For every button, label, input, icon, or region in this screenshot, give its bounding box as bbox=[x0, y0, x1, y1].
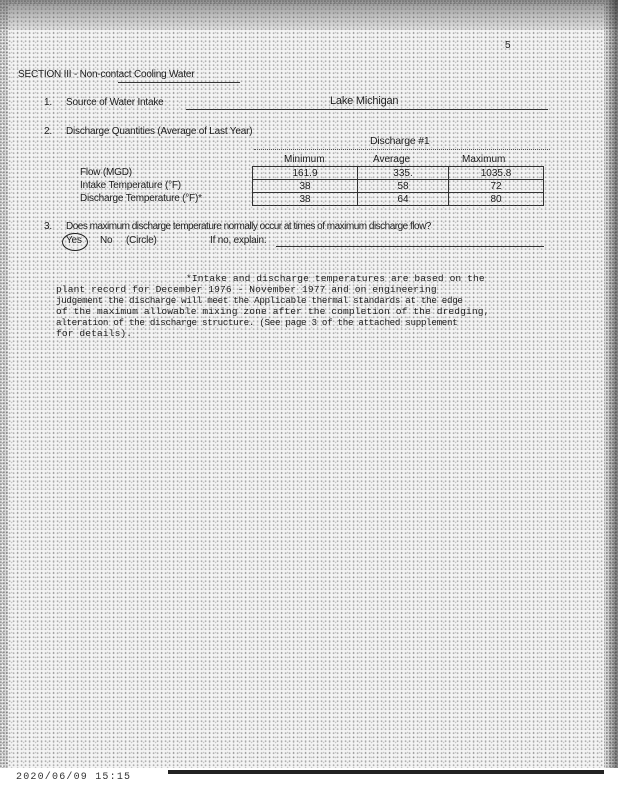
footnote-line-4: of the maximum allowable mixing zone after the completion of the dredging, bbox=[56, 306, 490, 317]
footnote-line-3: judgement the discharge will meet the Applicable thermal standards at the edge bbox=[56, 295, 463, 306]
item1-number: 1. bbox=[44, 97, 52, 108]
item3-circle-hint: (Circle) bbox=[126, 235, 157, 246]
intake-temp-average: 58 bbox=[358, 180, 449, 193]
flow-minimum: 161.9 bbox=[253, 167, 358, 180]
row-label-intake-temp: Intake Temperature (°F) bbox=[80, 180, 181, 191]
item1-label: Source of Water Intake bbox=[66, 97, 164, 108]
footnote-line-6: for details). bbox=[56, 328, 133, 339]
flow-average: 335. bbox=[358, 167, 449, 180]
item3-explain-hint: If no, explain: bbox=[210, 235, 267, 246]
col-header-average: Average bbox=[373, 154, 411, 165]
section-heading: SECTION III - Non-contact Cooling Water bbox=[18, 69, 195, 80]
page-number: 5 bbox=[505, 40, 511, 51]
section-heading-underline bbox=[118, 82, 240, 83]
item3-explain-line bbox=[276, 246, 544, 247]
item2-label: Discharge Quantities (Average of Last Year) bbox=[66, 126, 253, 137]
flow-maximum: 1035.8 bbox=[449, 167, 544, 180]
discharge-quantities-table bbox=[252, 166, 544, 206]
item1-value: Lake Michigan bbox=[330, 95, 399, 107]
discharge-temp-maximum: 80 bbox=[449, 193, 544, 206]
scan-right-shadow bbox=[606, 0, 618, 800]
footer-timestamp: 2020/06/09 15:15 bbox=[16, 772, 132, 783]
item1-answer-line bbox=[186, 109, 548, 110]
paper-sheet bbox=[8, 4, 604, 768]
discharge-group-header: Discharge #1 bbox=[370, 135, 430, 147]
item3-no: No bbox=[100, 235, 113, 246]
intake-temp-maximum: 72 bbox=[449, 180, 544, 193]
footnote-line-1: *Intake and discharge temperatures are based on the bbox=[186, 273, 485, 284]
discharge-header-rule bbox=[254, 149, 550, 151]
col-header-maximum: Maximum bbox=[462, 154, 506, 165]
discharge-temp-average: 64 bbox=[358, 193, 449, 206]
intake-temp-minimum: 38 bbox=[253, 180, 358, 193]
discharge-temp-minimum: 38 bbox=[253, 193, 358, 206]
item3-question: Does maximum discharge temperature normally occur at times of maximum discharge flow? bbox=[66, 221, 431, 232]
footer-bar bbox=[168, 770, 604, 774]
scan-top-shadow bbox=[0, 0, 618, 30]
item3-number: 3. bbox=[44, 221, 52, 232]
row-label-flow: Flow (MGD) bbox=[80, 167, 132, 178]
item2-number: 2. bbox=[44, 126, 52, 137]
table-row bbox=[253, 167, 544, 180]
item3-yes: Yes bbox=[66, 235, 82, 246]
row-label-discharge-temp: Discharge Temperature (°F)* bbox=[80, 193, 202, 204]
footnote-line-5: alteration of the discharge structure. (See page 3 of the attached supplement bbox=[56, 317, 458, 328]
footnote-line-2: plant record for December 1976 - November 1977 and on engineering bbox=[56, 284, 437, 295]
table-row bbox=[253, 180, 544, 193]
table-row bbox=[253, 193, 544, 206]
col-header-minimum: Minimum bbox=[284, 154, 325, 165]
